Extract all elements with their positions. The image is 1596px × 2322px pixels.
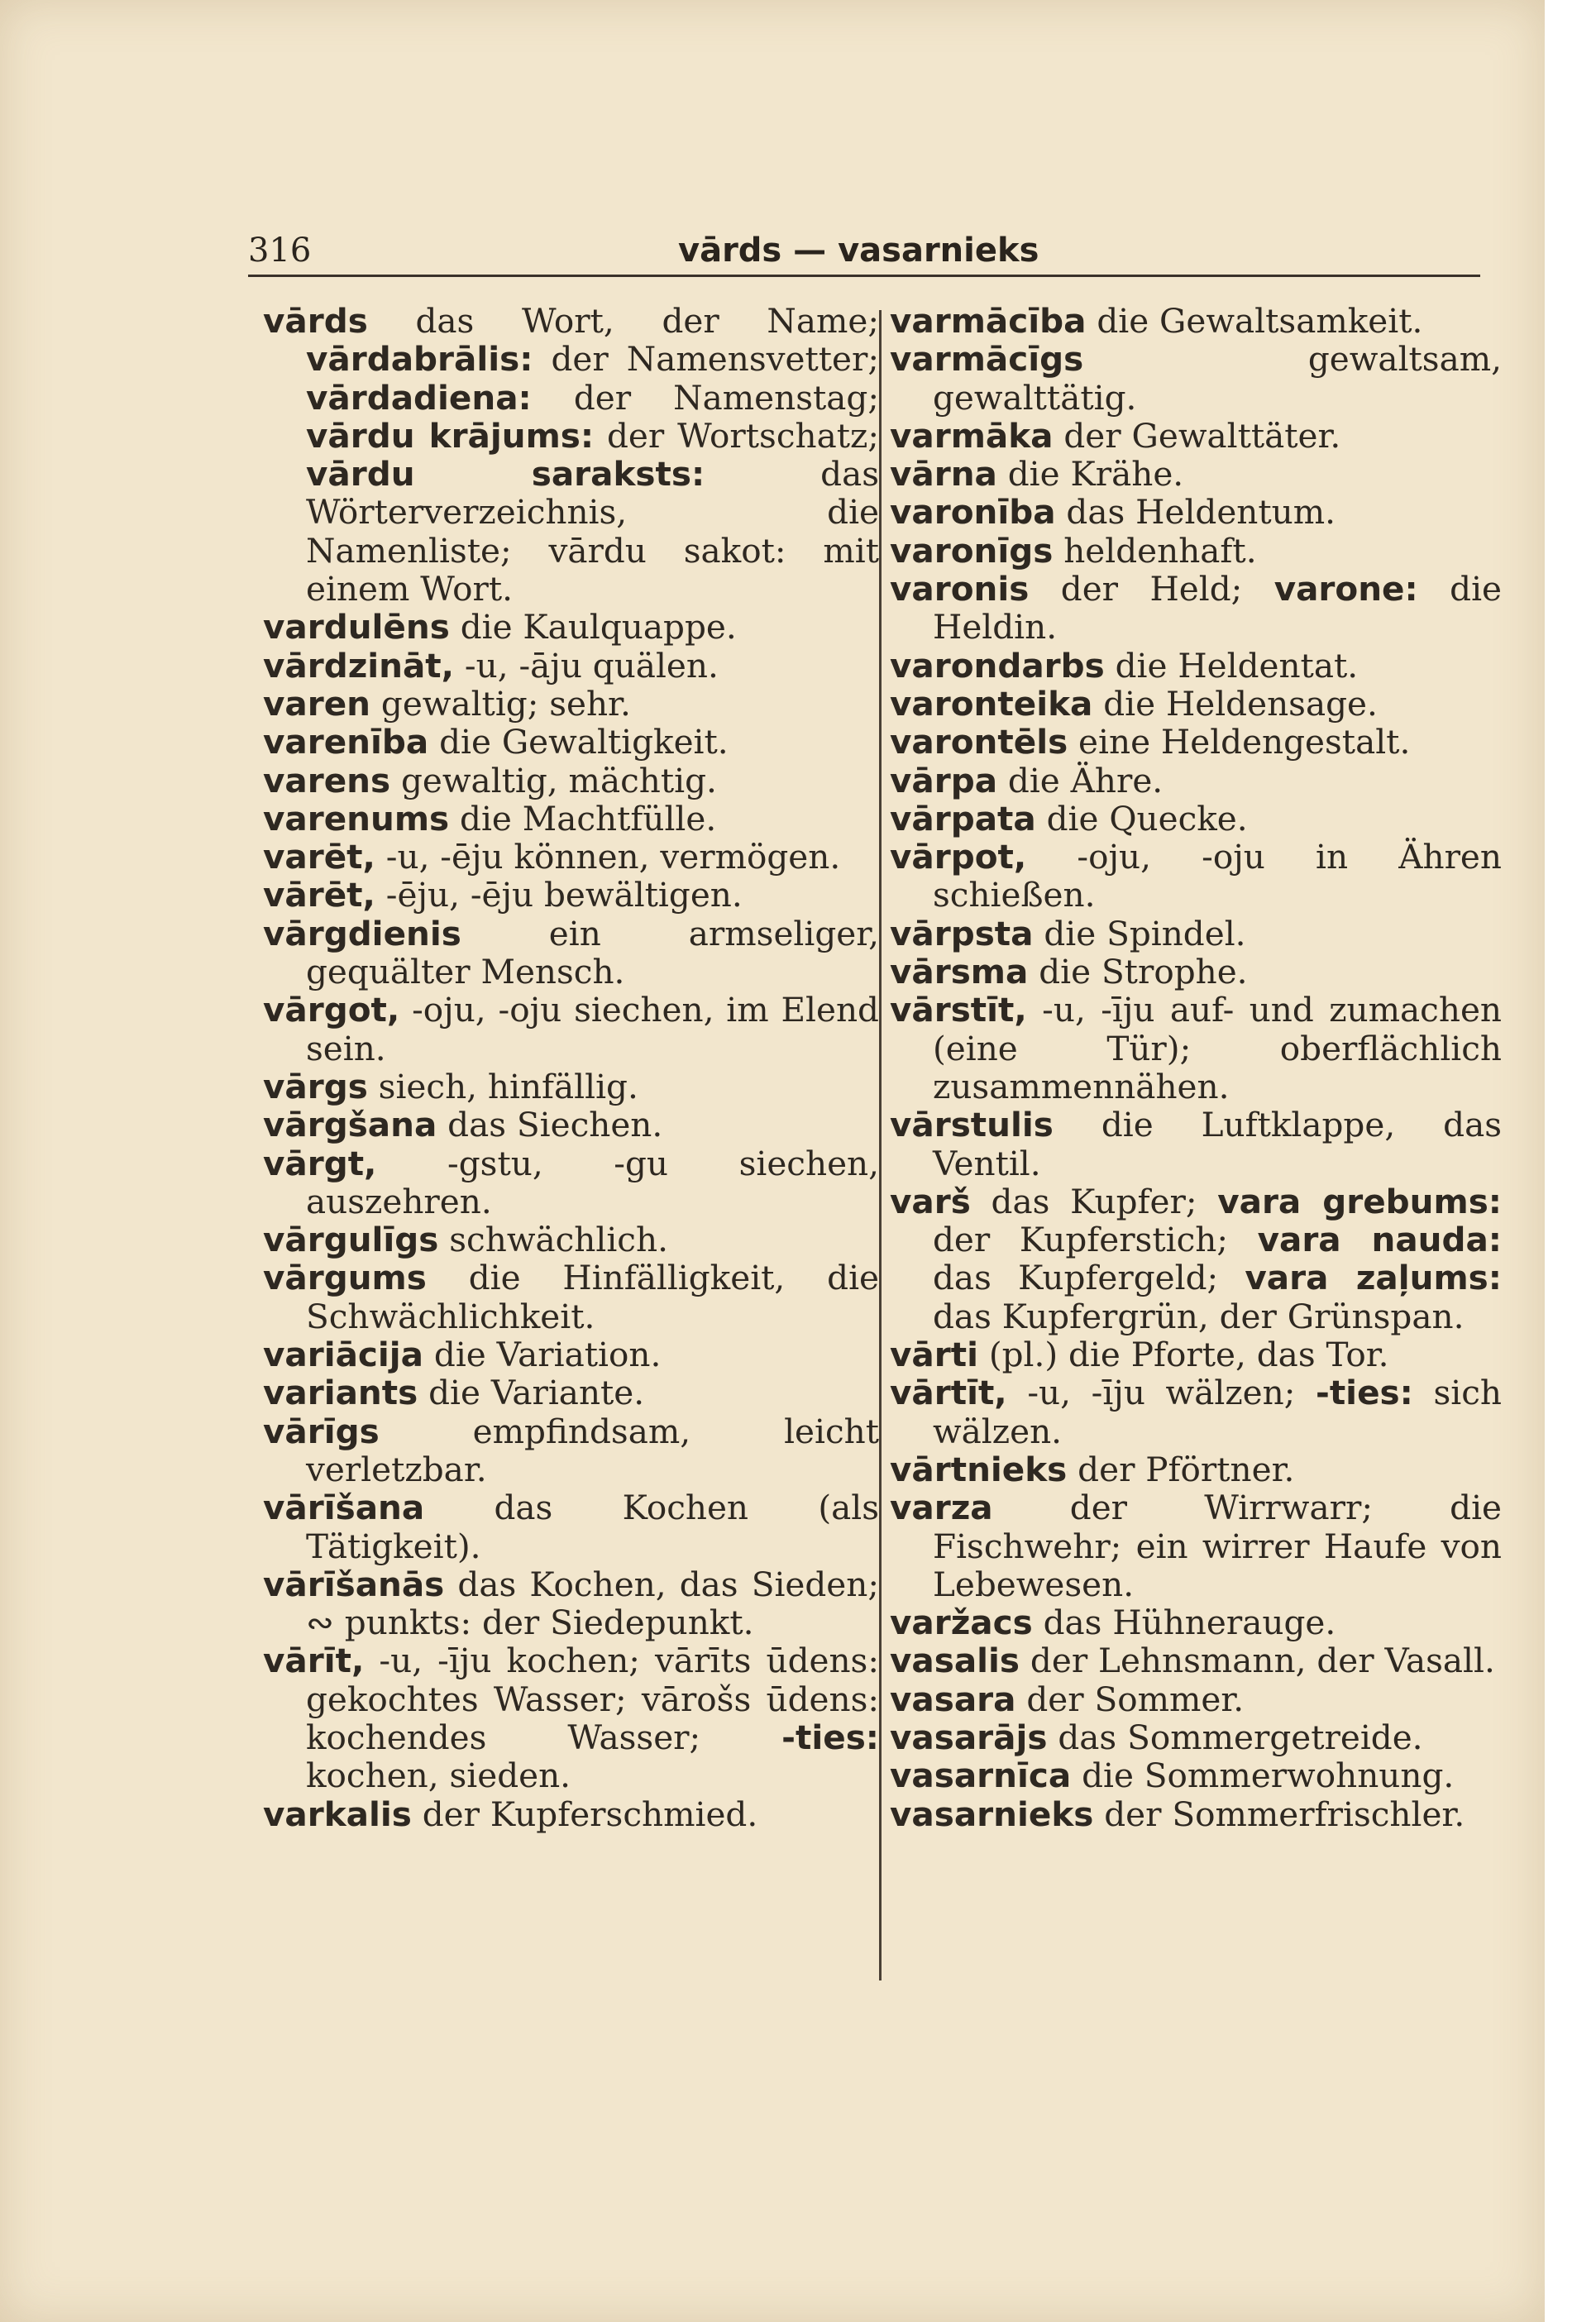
- definition-text: die Gewaltsamkeit.: [1086, 301, 1423, 341]
- definition-text: das Kochen, das Sieden; ∾ punkts: der Siedepunkt.: [306, 1564, 879, 1643]
- definition-text: sich wälzen.: [933, 1373, 1502, 1451]
- headword: varonteika: [890, 683, 1093, 724]
- headword: varonīgs: [890, 530, 1054, 571]
- dictionary-entry: [890, 647, 1502, 685]
- headword: vārgot,: [263, 990, 400, 1030]
- definition-text: der Pförtner.: [1067, 1449, 1295, 1489]
- definition-text: die Heldensage.: [1092, 683, 1378, 724]
- definition-text: die Sommerwohnung.: [1071, 1756, 1455, 1796]
- definition-text: die Kaulquappe.: [449, 607, 737, 647]
- headword: vārpsta: [890, 913, 1034, 953]
- headword: vārpata: [890, 798, 1036, 838]
- definition-text: gewaltig; sehr.: [370, 683, 631, 724]
- dictionary-entry: [890, 302, 1502, 340]
- definition-text: das Sommergetreide.: [1047, 1717, 1423, 1757]
- headword: vasarnīca: [890, 1756, 1072, 1796]
- definition-text: schwächlich.: [438, 1220, 668, 1260]
- headword: varen: [263, 683, 371, 724]
- headword: varone:: [1273, 569, 1418, 609]
- dictionary-entry: [263, 1221, 879, 1259]
- definition-text: das Wörterverzeichnis, die Namenliste; vārdu sakot: mit einem Wort.: [306, 454, 879, 609]
- headword: varens: [263, 760, 391, 800]
- definition-text: der Namenstag;: [531, 377, 879, 418]
- headword: varš: [890, 1181, 971, 1221]
- dictionary-entry: [890, 1335, 1502, 1374]
- headword: varonis: [890, 569, 1030, 609]
- headword: vārdu saraksts:: [306, 454, 705, 494]
- definition-text: -u, -īju auf- und zumachen (eine Tür); oberflächlich zusammennähen.: [933, 990, 1502, 1106]
- headword: vārgulīgs: [263, 1220, 439, 1260]
- headword: vasalis: [890, 1641, 1020, 1681]
- definition-text: kochen, sieden.: [306, 1756, 571, 1796]
- dictionary-entry: [890, 991, 1502, 1106]
- headword: vārgs: [263, 1066, 368, 1106]
- definition-text: (pl.) die Pforte, das Tor.: [977, 1335, 1389, 1375]
- dictionary-entry: [890, 1488, 1502, 1603]
- dictionary-entry: [263, 1106, 879, 1144]
- dictionary-entry: [890, 455, 1502, 493]
- headword: vārgšana: [263, 1105, 437, 1145]
- dictionary-entry: [263, 1259, 879, 1335]
- headword: vārsma: [890, 952, 1029, 992]
- headword: vārgums: [263, 1258, 427, 1298]
- definition-text: die Krähe.: [996, 454, 1184, 494]
- headword: varmācība: [890, 301, 1087, 341]
- definition-text: die Quecke.: [1035, 798, 1248, 838]
- definition-text: gewaltsam, gewalttätig.: [933, 339, 1502, 418]
- running-head: vārds — vasarnieks: [678, 232, 1039, 270]
- definition-text: die Strophe.: [1028, 952, 1248, 992]
- dictionary-entry: [263, 838, 879, 876]
- headword: varmācīgs: [890, 339, 1084, 380]
- page-header: [248, 232, 1480, 273]
- dictionary-entry: [890, 762, 1502, 800]
- dictionary-entry: [890, 1603, 1502, 1641]
- dictionary-entry: [890, 685, 1502, 723]
- dictionary-entry: [890, 417, 1502, 455]
- definition-text: -u, -īju kochen; vārīts ūdens: gekochtes Wasser; vārošs ūdens: kochendes Wasser;: [306, 1641, 879, 1757]
- headword: vārpot,: [890, 837, 1027, 877]
- definition-text: der Gewalttäter.: [1053, 415, 1341, 456]
- headword: vārēt,: [263, 875, 375, 915]
- headword: vārīgs: [263, 1411, 380, 1451]
- dictionary-entry: [890, 1641, 1502, 1679]
- headword: vara zaļums:: [1245, 1258, 1502, 1298]
- headword: varontēls: [890, 722, 1068, 762]
- headword: -ties:: [1316, 1373, 1413, 1413]
- headword: vārgt,: [263, 1143, 377, 1183]
- dictionary-entry: [263, 647, 879, 685]
- definition-text: die Ähre.: [997, 760, 1164, 800]
- headword: vārds: [263, 301, 368, 341]
- dictionary-entry: [890, 1182, 1502, 1335]
- dictionary-entry: [263, 800, 879, 838]
- headword: vārdabrālis:: [306, 339, 533, 380]
- headword: vārtīt,: [890, 1373, 1007, 1413]
- definition-text: gewaltig, mächtig.: [390, 760, 717, 800]
- dictionary-entry: [263, 1068, 879, 1106]
- headword: vārīšanās: [263, 1564, 445, 1604]
- definition-text: -oju, -oju siechen, im Elend sein.: [306, 990, 879, 1068]
- definition-text: die Gewaltigkeit.: [428, 722, 729, 762]
- dictionary-entry: [263, 1335, 879, 1374]
- headword: vasarājs: [890, 1717, 1048, 1757]
- left-column: [263, 302, 879, 1833]
- dictionary-entry: [263, 1641, 879, 1794]
- definition-text: der Lehnsmann, der Vasall.: [1020, 1641, 1495, 1681]
- headword: vārdu krājums:: [306, 415, 595, 456]
- headword: vārti: [890, 1335, 978, 1375]
- definition-text: die Luftklappe, das Ventil.: [933, 1105, 1502, 1183]
- definition-text: heldenhaft.: [1053, 530, 1257, 571]
- definition-text: der Namensvetter;: [533, 339, 879, 380]
- definition-text: der Wirrwarr; die Fischwehr; ein wirrer Haufe von Lebewesen.: [933, 1488, 1502, 1604]
- dictionary-entry: [263, 762, 879, 800]
- definition-text: das Siechen.: [437, 1105, 663, 1145]
- dictionary-entry: [890, 838, 1502, 915]
- dictionary-entry: [263, 1412, 879, 1489]
- headword: vārtnieks: [890, 1449, 1068, 1489]
- headword: vārna: [890, 454, 997, 494]
- definition-text: die Heldin.: [933, 569, 1502, 647]
- definition-text: das Kochen (als Tätigkeit).: [306, 1488, 879, 1566]
- right-column: [890, 302, 1502, 1833]
- headword: vārpa: [890, 760, 998, 800]
- definition-text: -oju, -oju in Ähren schießen.: [933, 837, 1502, 915]
- headword: vardulēns: [263, 607, 450, 647]
- headword: varkalis: [263, 1794, 412, 1834]
- dictionary-entry: [890, 570, 1502, 647]
- headword: vārīšana: [263, 1488, 425, 1528]
- headword: vārdzināt,: [263, 645, 455, 686]
- headword: varžacs: [890, 1603, 1033, 1643]
- definition-text: -u, -ēju können, vermögen.: [375, 837, 841, 877]
- definition-text: die Variante.: [418, 1373, 645, 1413]
- page-number: 316: [248, 232, 312, 270]
- headword: variants: [263, 1373, 418, 1413]
- headword: vārstulis: [890, 1105, 1054, 1145]
- dictionary-entry: [263, 1374, 879, 1412]
- headword: vara nauda:: [1257, 1220, 1502, 1260]
- headword: varenība: [263, 722, 429, 762]
- definition-text: eine Heldengestalt.: [1068, 722, 1411, 762]
- headword: -ties:: [781, 1717, 879, 1757]
- definition-text: die Hinfälligkeit, die Schwächlichkeit.: [306, 1258, 879, 1336]
- headword: varēt,: [263, 837, 375, 877]
- dictionary-entry: [890, 1795, 1502, 1833]
- dictionary-entry: [890, 1106, 1502, 1182]
- headword: vārstīt,: [890, 990, 1027, 1030]
- dictionary-entry: [890, 340, 1502, 417]
- headword: vasarnieks: [890, 1794, 1094, 1834]
- definition-text: das Heldentum.: [1055, 492, 1336, 533]
- dictionary-entry: [890, 1450, 1502, 1488]
- headword: vārīt,: [263, 1641, 365, 1681]
- dictionary-entry: [890, 1374, 1502, 1450]
- definition-text: der Kupferstich;: [933, 1220, 1258, 1260]
- definition-text: der Kupferschmied.: [411, 1794, 758, 1834]
- dictionary-entry: [263, 685, 879, 723]
- definition-text: das Kupfergeld;: [933, 1258, 1245, 1298]
- dictionary-entry: [890, 1756, 1502, 1794]
- dictionary-entry: [890, 800, 1502, 838]
- headword: varonība: [890, 492, 1056, 533]
- headword: varza: [890, 1488, 993, 1528]
- dictionary-entry: [890, 953, 1502, 991]
- column-divider: [879, 310, 882, 1980]
- dictionary-entry: [263, 302, 879, 608]
- dictionary-entry: [890, 723, 1502, 761]
- definition-text: das Wort, der Name;: [367, 301, 879, 341]
- header-rule: [248, 275, 1480, 277]
- definition-text: das Kupfer;: [970, 1181, 1218, 1221]
- definition-text: siech, hinfällig.: [367, 1066, 638, 1106]
- definition-text: -u, -īju wälzen;: [1006, 1373, 1316, 1413]
- headword: varenums: [263, 798, 450, 838]
- headword: variācija: [263, 1335, 424, 1375]
- dictionary-entry: [890, 532, 1502, 570]
- definition-text: der Sommerfrischler.: [1093, 1794, 1465, 1834]
- definition-text: die Variation.: [423, 1335, 662, 1375]
- headword: vasara: [890, 1679, 1016, 1719]
- headword: vārgdienis: [263, 913, 461, 953]
- definition-text: die Heldentat.: [1104, 645, 1359, 686]
- definition-text: ein armseliger, gequälter Mensch.: [306, 913, 879, 992]
- definition-text: der Held;: [1029, 569, 1274, 609]
- definition-text: -ēju, -ēju bewältigen.: [375, 875, 743, 915]
- dictionary-entry: [890, 493, 1502, 531]
- dictionary-entry: [263, 1795, 879, 1833]
- dictionary-entry: [263, 991, 879, 1068]
- headword: vara grebums:: [1217, 1181, 1502, 1221]
- dictionary-entry: [890, 1680, 1502, 1718]
- dictionary-entry: [263, 1488, 879, 1565]
- definition-text: der Wortschatz;: [594, 415, 879, 456]
- definition-text: das Hühnerauge.: [1032, 1603, 1336, 1643]
- definition-text: empfindsam, leicht verletzbar.: [306, 1411, 879, 1489]
- definition-text: der Sommer.: [1015, 1679, 1245, 1719]
- dictionary-entry: [263, 723, 879, 761]
- headword: varondarbs: [890, 645, 1105, 686]
- dictionary-entry: [890, 1718, 1502, 1756]
- headword: varmāka: [890, 415, 1054, 456]
- headword: vārdadiena:: [306, 377, 532, 418]
- dictionary-entry: [263, 608, 879, 646]
- definition-text: -gstu, -gu siechen, auszehren.: [306, 1143, 879, 1221]
- dictionary-entry: [263, 915, 879, 991]
- dictionary-entry: [890, 915, 1502, 953]
- dictionary-entry: [263, 876, 879, 914]
- definition-text: die Machtfülle.: [449, 798, 717, 838]
- definition-text: das Kupfergrün, der Grünspan.: [933, 1296, 1465, 1336]
- dictionary-entry: [263, 1144, 879, 1221]
- definition-text: -u, -āju quälen.: [454, 645, 719, 686]
- definition-text: die Spindel.: [1033, 913, 1246, 953]
- dictionary-entry: [263, 1565, 879, 1642]
